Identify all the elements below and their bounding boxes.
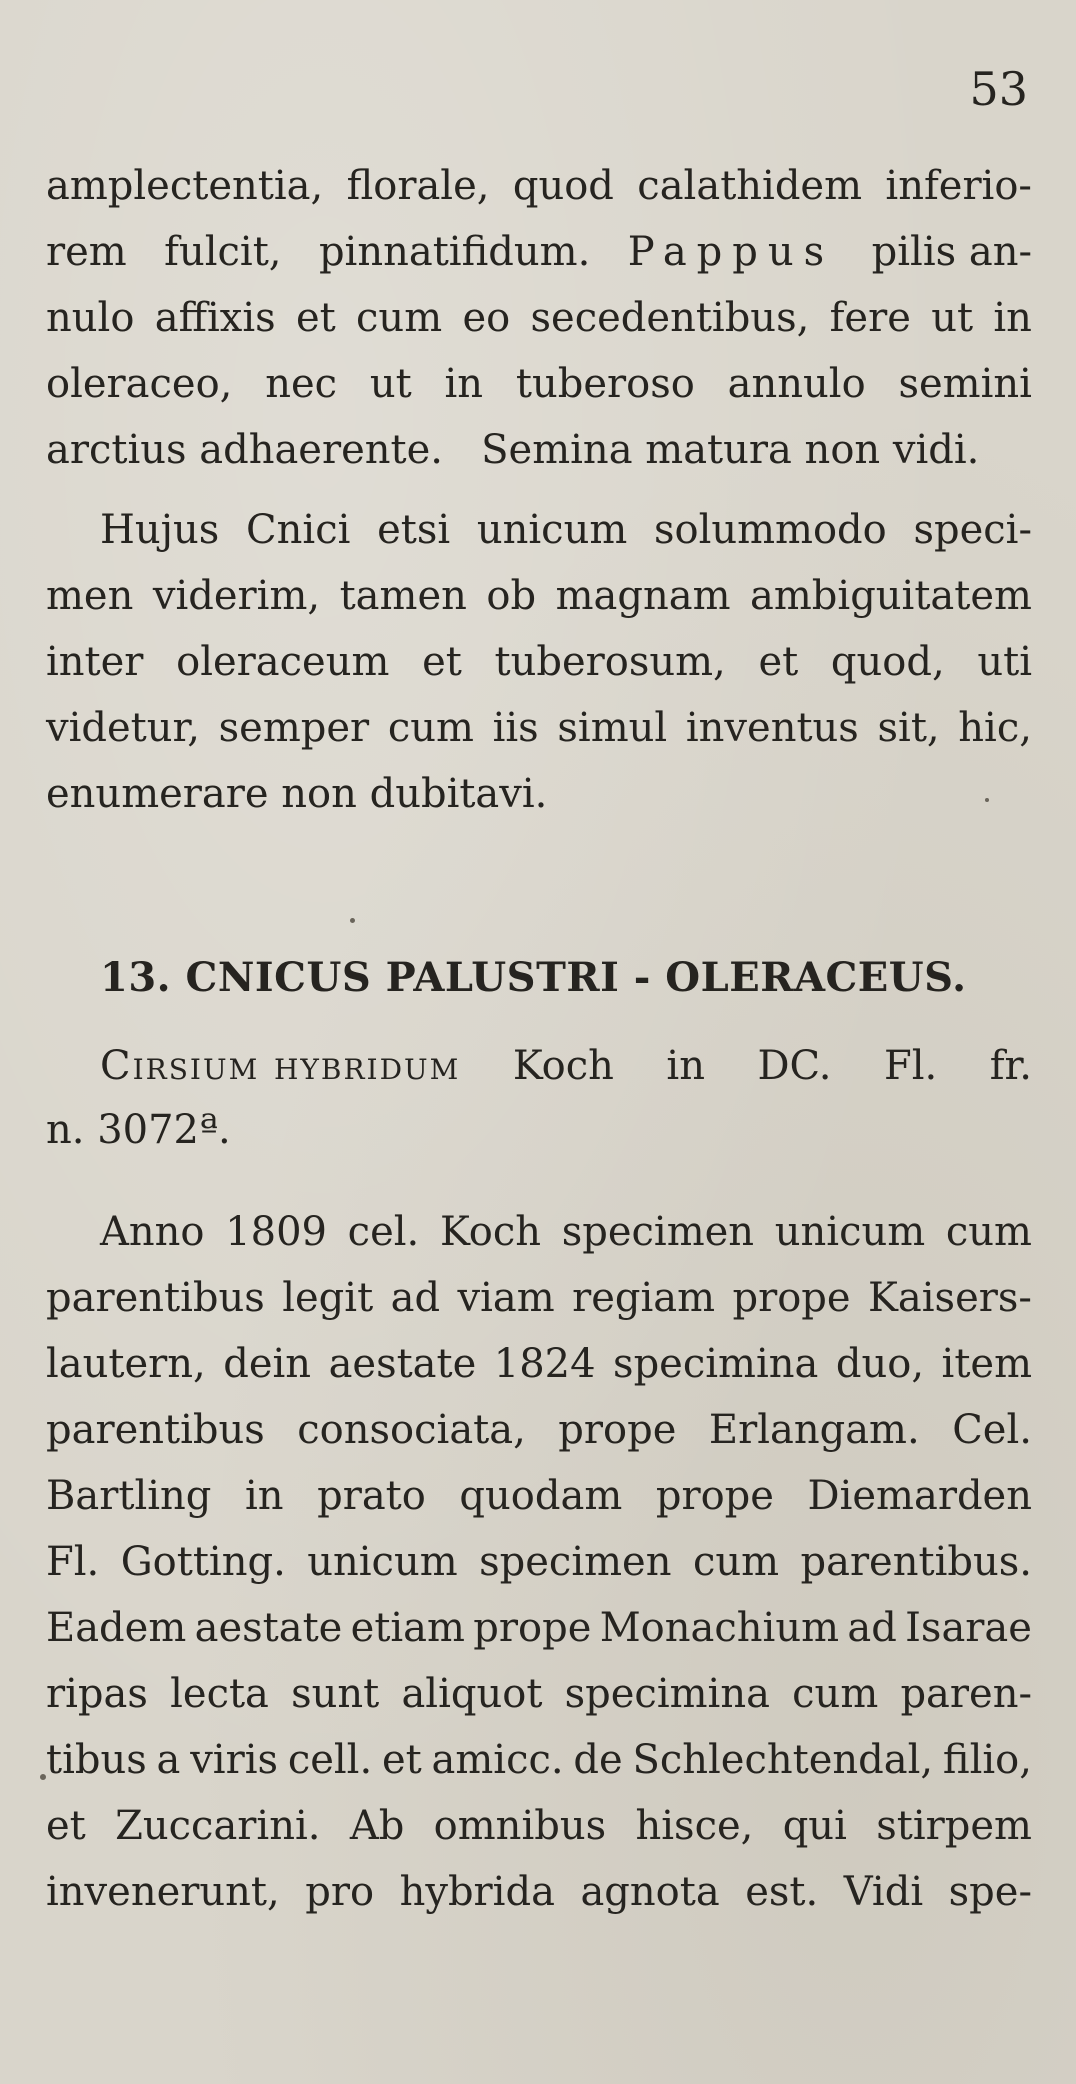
word: parentibus (46, 1407, 265, 1453)
word: Cnici (246, 507, 351, 553)
word: affixis (154, 295, 276, 341)
word: rem (46, 229, 127, 275)
word: Erlangam. (708, 1407, 920, 1453)
word: fere (829, 295, 911, 341)
text-line: arctius adhaerente. Semina matura non vidi. (46, 427, 980, 473)
word: sit, (877, 705, 940, 751)
word: cum (792, 1671, 879, 1717)
word: pro (305, 1869, 375, 1915)
word: et (46, 1803, 86, 1849)
synonym-name: Cirsium hybridum (100, 1043, 461, 1089)
word: invenerunt, (46, 1869, 280, 1915)
synonym-reference: n. 3072ª. (46, 1107, 231, 1153)
word: in (993, 295, 1032, 341)
word: inter (46, 639, 144, 685)
word: ad (390, 1275, 441, 1321)
word: DC. (757, 1043, 832, 1089)
word: duo, (835, 1341, 925, 1387)
word: cum (356, 295, 443, 341)
word: unicum (476, 507, 628, 553)
text-line (46, 1605, 1032, 1651)
word: fr. (989, 1043, 1032, 1089)
word: paren- (900, 1671, 1032, 1717)
word: cell. (287, 1737, 373, 1783)
word: Koch (439, 1209, 542, 1255)
word: oleraceum (176, 639, 390, 685)
word: agnota (580, 1869, 720, 1915)
word: est. (745, 1869, 819, 1915)
word: aestate (328, 1341, 477, 1387)
word: eo (462, 295, 511, 341)
text-line (46, 1803, 1032, 1849)
word: spe- (948, 1869, 1032, 1915)
word: etsi (377, 507, 451, 553)
word: de (573, 1737, 623, 1783)
word: ad (847, 1605, 897, 1651)
word: hic, (958, 705, 1032, 751)
word: unicum (307, 1539, 458, 1585)
word: etiam (350, 1605, 465, 1651)
word: Diemarden (807, 1473, 1032, 1519)
word: pilis an- (871, 229, 1032, 275)
word: et (758, 639, 799, 685)
text-line (46, 1671, 1032, 1717)
word: quodam (459, 1473, 623, 1519)
word: Vidi (843, 1869, 924, 1915)
word: Zuccarini. (115, 1803, 321, 1849)
word: unicum (774, 1209, 926, 1255)
word: men (46, 573, 134, 619)
pappus-word: Pappus (627, 229, 835, 275)
word: dein (223, 1341, 312, 1387)
word: tamen (339, 573, 467, 619)
word: iis (492, 705, 539, 751)
word: secedentibus, (530, 295, 810, 341)
word: Fl. (883, 1043, 938, 1089)
word: inferio- (885, 163, 1032, 209)
word: in (666, 1043, 705, 1089)
text-line (46, 295, 1032, 341)
word: ut (369, 361, 412, 407)
word: viderim, (152, 573, 321, 619)
word: 1809 (225, 1209, 327, 1255)
word: hybrida (399, 1869, 555, 1915)
word: in (244, 1473, 284, 1519)
word: lecta (170, 1671, 269, 1717)
section-heading: 13. CNICUS PALUSTRI - OLERACEUS. (100, 954, 967, 1001)
word: viam (457, 1275, 555, 1321)
word: 1824 (493, 1341, 596, 1387)
word: Bartling (46, 1473, 212, 1519)
word: Gotting. (120, 1539, 286, 1585)
word: legit (282, 1275, 374, 1321)
word: cel. (347, 1209, 420, 1255)
word: cum (387, 705, 474, 751)
word: Hujus (100, 507, 220, 553)
word: parentibus (46, 1275, 265, 1321)
word: ripas (46, 1671, 148, 1717)
text-line (46, 1539, 1032, 1585)
text-line (46, 1737, 1032, 1783)
word: lautern, (46, 1341, 206, 1387)
text-line (46, 1407, 1032, 1453)
word: Monachium (599, 1605, 840, 1651)
word: annulo (727, 361, 866, 407)
word: semini (898, 361, 1032, 407)
word: tibus (46, 1737, 147, 1783)
word: omnibus (433, 1803, 607, 1849)
text-line (46, 229, 1032, 275)
word: prato (317, 1473, 426, 1519)
text-line: enumerare non dubitavi. (46, 771, 548, 817)
word: pinnatifidum. (318, 229, 591, 275)
word: Eadem (46, 1605, 187, 1651)
page-number: 53 (969, 62, 1028, 116)
text-line (46, 163, 1032, 209)
word: specimina (564, 1671, 770, 1717)
paper-speck (985, 798, 989, 802)
word: quod (512, 163, 614, 209)
text-line (46, 1275, 1032, 1321)
word: filio, (942, 1737, 1032, 1783)
word: ambiguitatem (750, 573, 1032, 619)
word: sunt (291, 1671, 380, 1717)
word: quod, (830, 639, 945, 685)
word: Schlechtendal, (632, 1737, 934, 1783)
word: item (941, 1341, 1032, 1387)
word: oleraceo, (46, 361, 233, 407)
word: inventus (685, 705, 859, 751)
word: amplectentia, (46, 163, 324, 209)
word: speci- (913, 507, 1032, 553)
word: parentibus. (800, 1539, 1032, 1585)
word: regiam (572, 1275, 716, 1321)
word: Fl. (46, 1539, 100, 1585)
word: prope (732, 1275, 851, 1321)
word: prope (655, 1473, 774, 1519)
word: et (295, 295, 336, 341)
word: cum (945, 1209, 1032, 1255)
text-line (46, 573, 1032, 619)
word: in (444, 361, 484, 407)
word: specimen (479, 1539, 672, 1585)
word: prope (473, 1605, 592, 1651)
paper-speck (350, 918, 355, 923)
word: consociata, (297, 1407, 526, 1453)
word: nec (265, 361, 338, 407)
text-line (46, 361, 1032, 407)
word: prope (558, 1407, 677, 1453)
paper-speck (40, 1774, 46, 1780)
word: Ab (349, 1803, 405, 1849)
word: Koch (512, 1043, 614, 1089)
word: simul (557, 705, 668, 751)
synonym-line (46, 1043, 1032, 1089)
text-line (46, 1341, 1032, 1387)
word: florale, (346, 163, 490, 209)
word: et (381, 1737, 422, 1783)
word: tuberoso (515, 361, 695, 407)
word: specimen (561, 1209, 755, 1255)
word: Isarae (905, 1605, 1032, 1651)
word: cum (692, 1539, 780, 1585)
word: ob (486, 573, 537, 619)
word: aliquot (401, 1671, 543, 1717)
word: amicc. (431, 1737, 564, 1783)
word: Anno (100, 1209, 205, 1255)
word: ut (931, 295, 974, 341)
word: uti (977, 639, 1032, 685)
text-line (46, 705, 1032, 751)
word: aestate (194, 1605, 343, 1651)
word: solummodo (653, 507, 887, 553)
text-line (46, 507, 1032, 553)
word: videtur, (46, 705, 200, 751)
word: hisce, (635, 1803, 754, 1849)
word: calathidem (637, 163, 863, 209)
word: stirpem (876, 1803, 1032, 1849)
text-line (46, 639, 1032, 685)
word: et (422, 639, 462, 685)
text-line (46, 1869, 1032, 1915)
word: fulcit, (164, 229, 282, 275)
word: magnam (555, 573, 731, 619)
word: Cel. (952, 1407, 1032, 1453)
word: semper (218, 705, 370, 751)
word: tuberosum, (494, 639, 726, 685)
word: specimina (613, 1341, 819, 1387)
text-line (46, 1473, 1032, 1519)
word: viris (190, 1737, 279, 1783)
word: qui (782, 1803, 847, 1849)
word: Kaisers- (868, 1275, 1032, 1321)
text-line (46, 1209, 1032, 1255)
word: nulo (46, 295, 135, 341)
word: a (156, 1737, 181, 1783)
